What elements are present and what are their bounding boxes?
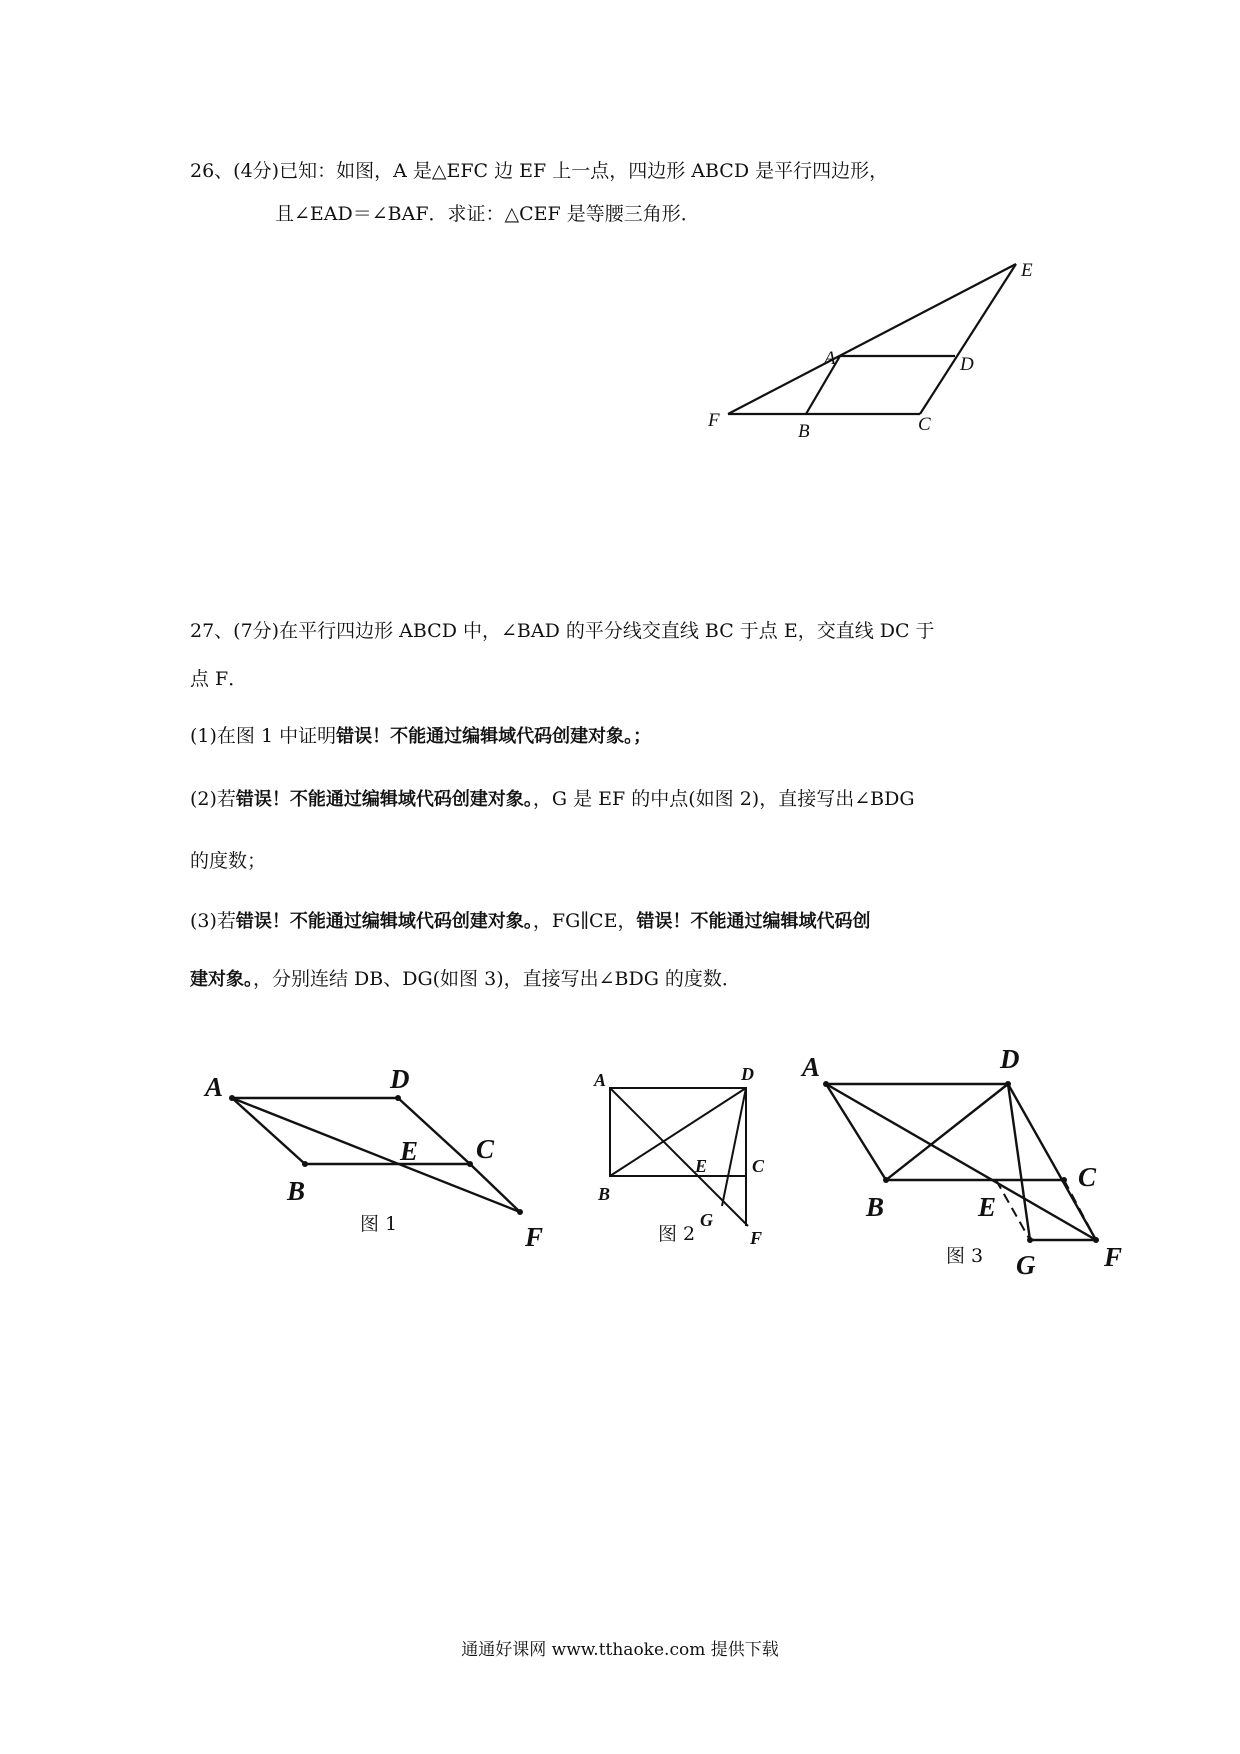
q27-part2-line2: 的度数； (190, 850, 267, 872)
q26-label-D: D (960, 354, 974, 375)
segment-AB (232, 1098, 305, 1164)
fig1-label-B: B (287, 1176, 306, 1206)
fig3-label-E: E (978, 1192, 997, 1222)
segment-BD (610, 1088, 746, 1176)
fig2-label-C: C (752, 1156, 765, 1176)
fig2-label-D: D (741, 1064, 754, 1084)
point-D (1005, 1081, 1011, 1087)
part3-mid: ，FG∥CE， (532, 910, 637, 932)
part1-prefix: (1)在图 1 中证明 (190, 725, 337, 747)
fig3-label-B: B (866, 1192, 885, 1222)
point-C (1061, 1177, 1067, 1183)
fig3-caption: 图 3 (946, 1245, 984, 1267)
fig2-label-B: B (598, 1184, 611, 1204)
field-code-error: 错误！不能通过编辑域代码创建对象。 (235, 789, 533, 810)
segment-FE (728, 264, 1016, 414)
fig2-caption: 图 2 (658, 1223, 696, 1245)
fig1-label-A: A (205, 1072, 224, 1102)
point-D (395, 1095, 401, 1101)
fig3-label-D: D (1000, 1044, 1020, 1074)
q26-line2: 且∠EAD＝∠BAF．求证：△CEF 是等腰三角形． (275, 203, 700, 225)
fig1-caption: 图 1 (360, 1213, 398, 1235)
part2-suffix: ，G 是 EF 的中点(如图 2)，直接写出∠BDG (532, 788, 915, 810)
segment-AF (610, 1088, 748, 1226)
segment-EC (920, 264, 1016, 414)
q27-line2: 点 F． (190, 668, 248, 690)
fig1-label-F: F (525, 1222, 544, 1252)
field-code-error: 建对象。 (190, 969, 253, 990)
segment-AB (826, 1084, 886, 1180)
segment-DG (1008, 1084, 1030, 1240)
field-code-error: 错误！不能通过编辑域代码创建对象。 (235, 911, 533, 932)
q26-label-B: B (798, 421, 810, 442)
fig2-label-F: F (750, 1228, 763, 1248)
segment-CF (470, 1164, 520, 1212)
fig3-label-G: G (1016, 1250, 1036, 1280)
field-code-error: 错误！不能通过编辑域代码创 (636, 911, 871, 932)
part3-prefix: (3)若 (190, 910, 236, 932)
q26-label-A: A (824, 348, 836, 369)
q26-figure (728, 264, 1016, 414)
fig3-label-A: A (802, 1052, 821, 1082)
point-A (229, 1095, 235, 1101)
point-G (1027, 1237, 1033, 1243)
segment-DG (722, 1088, 746, 1206)
part3-suffix: ，分别连结 DB、DG(如图 3)，直接写出∠BDG 的度数． (253, 968, 741, 990)
part2-prefix: (2)若 (190, 788, 236, 810)
fig1-label-D: D (390, 1064, 410, 1094)
fig3-label-F: F (1104, 1242, 1123, 1272)
q26-label-C: C (918, 414, 931, 435)
q26-label-E: E (1021, 260, 1033, 281)
point-A (823, 1081, 829, 1087)
fig1-label-C: C (476, 1134, 495, 1164)
fig2-label-E: E (695, 1156, 708, 1176)
point-B (302, 1161, 308, 1167)
field-code-error: 错误！不能通过编辑域代码创建对象。； (336, 726, 652, 747)
page-footer: 通通好课网 www.tthaoke.com 提供下载 (461, 1640, 779, 1660)
fig2-label-A: A (594, 1070, 607, 1090)
q26-label-F: F (708, 410, 720, 431)
segment-BD (886, 1084, 1008, 1180)
fig1-label-E: E (400, 1136, 419, 1166)
q27-line1: 27、(7分)在平行四边形 ABCD 中，∠BAD 的平分线交直线 BC 于点 E，交直线 DC 于 (190, 620, 935, 642)
q26-line1: 26、(4分)已知：如图，A 是△EFC 边 EF 上一点，四边形 ABCD 是平行四边形， (190, 160, 889, 182)
point-C (467, 1161, 473, 1167)
fig3-label-C: C (1078, 1162, 1097, 1192)
point-F (517, 1209, 523, 1215)
figure-2 (610, 1088, 748, 1226)
point-F (1093, 1237, 1099, 1243)
point-B (883, 1177, 889, 1183)
fig2-label-G: G (700, 1210, 713, 1230)
